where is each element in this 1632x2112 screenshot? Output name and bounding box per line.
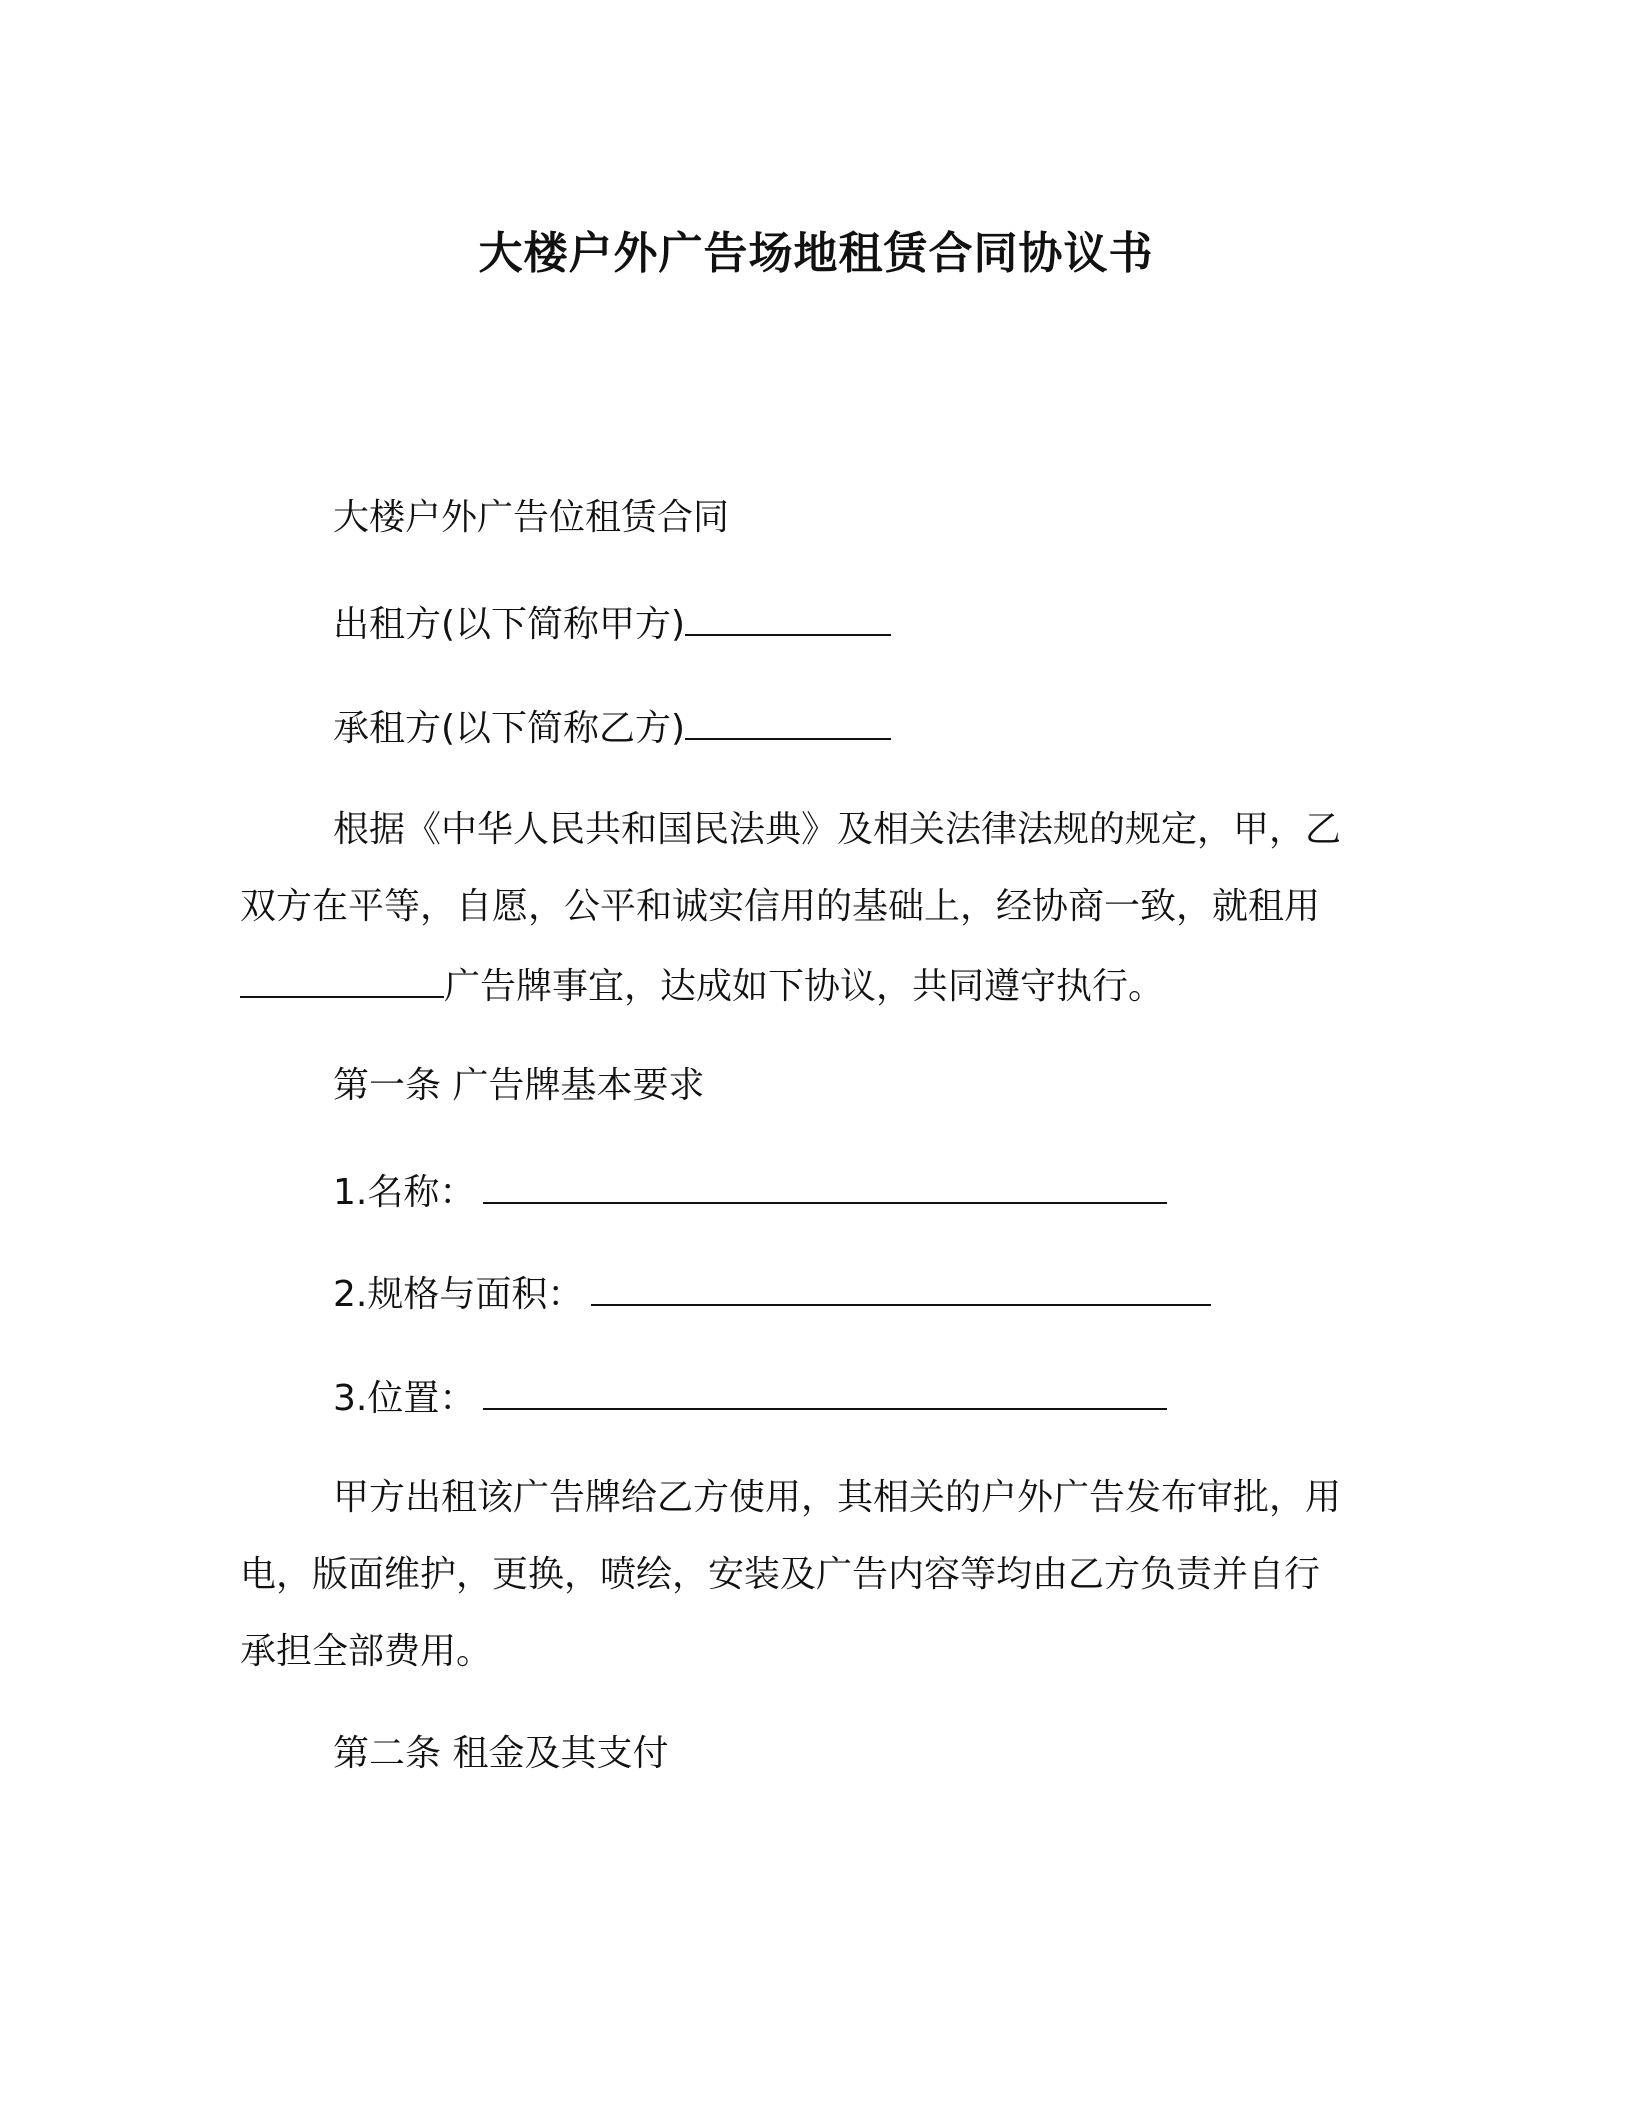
preamble-blank [240, 958, 444, 998]
item-name-line [333, 1164, 1167, 1219]
lessee-blank [685, 700, 891, 740]
article-1-para-line-1: 甲方出租该广告牌给乙方使用，其相关的户外广告发布审批，用 [333, 1477, 1342, 1518]
article-1-heading: 第一条 广告牌基本要求 [333, 1065, 705, 1106]
item-name-label: 1.名称： [333, 1172, 476, 1213]
item-location-blank [483, 1370, 1167, 1410]
preamble-line-1: 根据《中华人民共和国民法典》及相关法律法规的规定，甲，乙 [333, 809, 1342, 850]
lessee-label: 承租方(以下简称乙方) [333, 708, 686, 749]
contract-subtitle: 大楼户外广告位租赁合同 [333, 497, 730, 538]
item-location-label: 3.位置： [333, 1378, 476, 1419]
document-title: 大楼户外广告场地租赁合同协议书 [478, 228, 1154, 279]
item-location-line [333, 1370, 1167, 1425]
preamble-line-3 [240, 958, 1164, 1013]
lessor-blank [685, 596, 891, 636]
item-size-blank [591, 1266, 1211, 1306]
item-size-line [333, 1266, 1211, 1321]
lessor-line [333, 596, 891, 651]
article-1-para-line-3: 承担全部费用。 [240, 1631, 493, 1672]
article-1-para-line-2: 电，版面维护，更换，喷绘，安装及广告内容等均由乙方负责并自行 [240, 1554, 1321, 1595]
item-size-label: 2.规格与面积： [333, 1274, 584, 1315]
item-name-blank [483, 1164, 1167, 1204]
lessee-line [333, 700, 891, 755]
preamble-line-2: 双方在平等，自愿，公平和诚实信用的基础上，经协商一致，就租用 [240, 886, 1321, 927]
preamble-line-3-text: 广告牌事宜，达成如下协议，共同遵守执行。 [444, 966, 1165, 1007]
article-2-heading: 第二条 租金及其支付 [333, 1733, 669, 1774]
lessor-label: 出租方(以下简称甲方) [333, 604, 686, 645]
